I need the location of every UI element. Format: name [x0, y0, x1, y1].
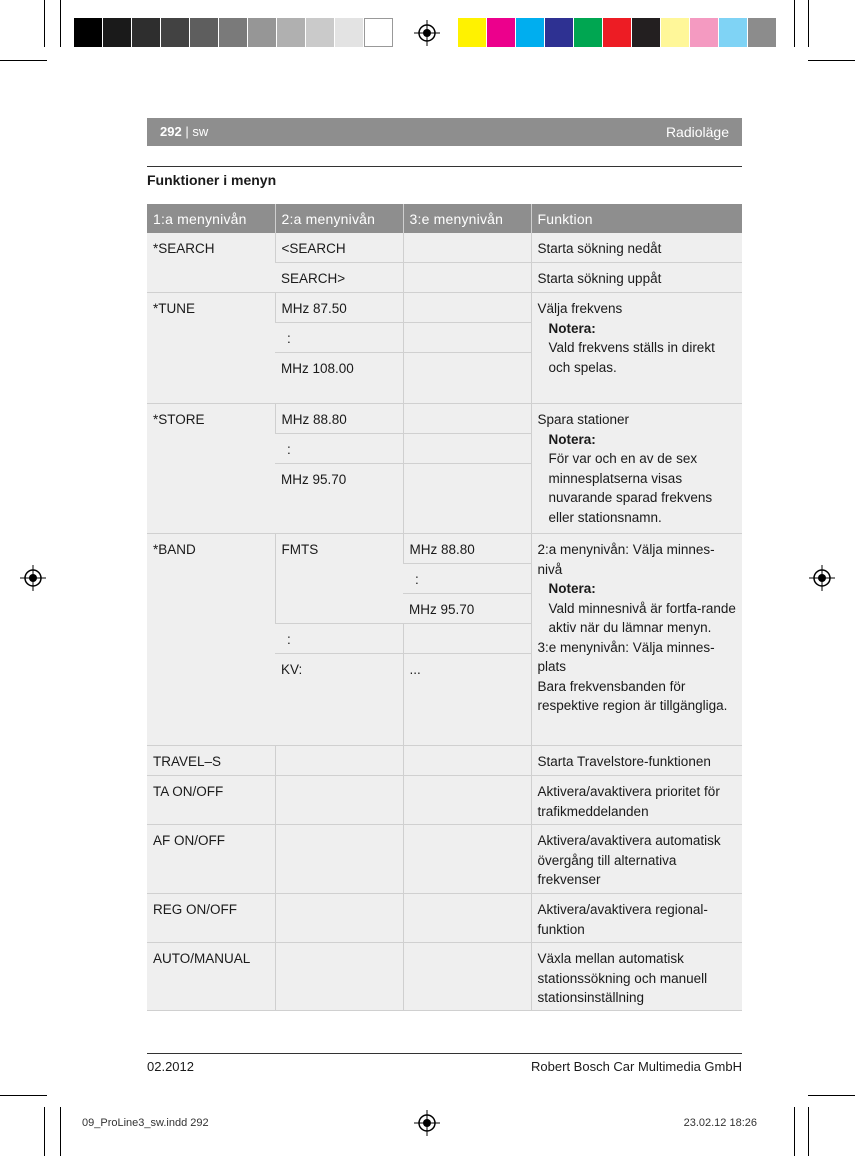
divider: [147, 1053, 742, 1054]
color-swatch: [219, 18, 248, 47]
table-cell: AUTO/MANUAL: [147, 943, 275, 1011]
table-row: [147, 825, 742, 894]
table-cell: [403, 776, 531, 825]
color-swatch: [103, 18, 132, 47]
slug-timestamp: 23.02.12 18:26: [683, 1117, 757, 1129]
table-cell: [403, 825, 531, 894]
table-cell: [403, 464, 531, 534]
slug-filename: 09_ProLine3_sw.indd 292: [82, 1117, 209, 1129]
table-row: [147, 233, 742, 263]
table-cell: [403, 434, 531, 464]
table-row: [147, 293, 742, 323]
color-swatch-bar: [458, 18, 777, 47]
table-cell: [275, 746, 403, 776]
crop-mark: [60, 0, 61, 47]
crop-mark: [808, 1095, 855, 1096]
note-text: Vald minnesnivå är fortfa-rande aktiv när du lämnar menyn.: [548, 600, 736, 635]
crop-mark: [794, 0, 795, 47]
crop-mark: [60, 1107, 61, 1156]
color-swatch: [306, 18, 335, 47]
table-cell: [403, 353, 531, 404]
color-swatch: [277, 18, 306, 47]
table-cell: MHz 87.50: [275, 293, 403, 323]
color-swatch: [335, 18, 364, 47]
table-cell: Växla mellan automatisk stationssökning och manuell stationsinställning: [531, 943, 742, 1011]
note-label: Notera:: [548, 581, 596, 596]
registration-mark-icon: [809, 565, 835, 591]
registration-mark-icon: [414, 1110, 440, 1136]
page-number: 292 | sw: [160, 124, 209, 139]
table-cell: [531, 293, 742, 404]
function-text: 2:a menynivån: Välja minnes-nivå: [537, 542, 715, 577]
table-cell: [275, 825, 403, 894]
color-swatch: [516, 18, 545, 47]
note-text: Vald frekvens ställs in direkt och spelas.: [548, 340, 715, 375]
page-header: [147, 118, 742, 146]
table-cell: Aktivera/avaktivera regional-funktion: [531, 894, 742, 943]
color-swatch: [458, 18, 487, 47]
table-cell: MHz 88.80: [403, 534, 531, 564]
color-swatch: [690, 18, 719, 47]
function-text: Bara frekvensbanden för respektive region är tillgängliga.: [537, 678, 728, 713]
registration-mark-icon: [20, 565, 46, 591]
color-swatch: [574, 18, 603, 47]
color-swatch: [632, 18, 661, 47]
column-header: Funktion: [531, 204, 742, 233]
table-cell: [403, 323, 531, 353]
table-cell: TRAVEL–S: [147, 746, 275, 776]
color-swatch: [719, 18, 748, 47]
ellipsis-colon: :: [287, 442, 291, 457]
color-swatch: [74, 18, 103, 47]
table-row: [147, 894, 742, 943]
footer-date: 02.2012: [147, 1059, 194, 1074]
color-swatch: [603, 18, 632, 47]
table-row: [147, 746, 742, 776]
table-cell: *STORE: [147, 404, 275, 534]
section-title: Radioläge: [665, 124, 729, 140]
language-code: sw: [192, 124, 209, 139]
table-cell: MHz 108.00: [275, 353, 403, 404]
table-cell: *SEARCH: [147, 233, 275, 293]
table-row: [147, 404, 742, 434]
table-cell: Starta sökning uppåt: [531, 263, 742, 293]
table-cell: Aktivera/avaktivera prioritet för trafikmeddelanden: [531, 776, 742, 825]
color-swatch: [545, 18, 574, 47]
table-cell: [403, 624, 531, 654]
table-cell: FMTS: [275, 534, 403, 624]
footer-company: Robert Bosch Car Multimedia GmbH: [531, 1059, 742, 1074]
table-cell: [403, 943, 531, 1011]
color-swatch: [190, 18, 219, 47]
table-cell: [403, 404, 531, 434]
note-label: Notera:: [548, 320, 596, 336]
table-cell: [403, 233, 531, 263]
table-cell: [275, 323, 403, 353]
crop-mark: [0, 1095, 47, 1096]
table-cell: MHz 88.80: [275, 404, 403, 434]
table-cell: TA ON/OFF: [147, 776, 275, 825]
crop-mark: [0, 60, 47, 61]
table-cell: [403, 263, 531, 293]
note-text: För var och en av de sex minnesplatserna visas nuvarande sparad frekvens eller stationsnamn.: [548, 451, 713, 525]
color-swatch: [364, 18, 393, 47]
color-swatch: [487, 18, 516, 47]
table-cell: [403, 293, 531, 323]
color-swatch: [132, 18, 161, 47]
menu-functions-table: [147, 204, 742, 1011]
note-label: Notera:: [548, 431, 596, 447]
crop-mark: [808, 1107, 809, 1156]
table-cell: KV:: [275, 654, 403, 746]
function-text: Välja frekvens: [537, 301, 623, 316]
table-cell: Starta Travelstore-funktionen: [531, 746, 742, 776]
table-header-row: [147, 204, 742, 233]
table-cell: SEARCH>: [275, 263, 403, 293]
table-cell: Aktivera/avaktivera automatisk övergång till alternativa frekvenser: [531, 825, 742, 894]
column-header: 1:a menynivån: [147, 204, 275, 233]
table-cell: [403, 894, 531, 943]
table-cell: [275, 776, 403, 825]
table-row: [147, 943, 742, 1011]
column-header: 3:e menynivån: [403, 204, 531, 233]
registration-mark-icon: [414, 20, 440, 46]
table-cell: MHz 95.70: [275, 464, 403, 534]
table-cell: [275, 434, 403, 464]
grayscale-swatch-bar: [74, 18, 393, 47]
page-title: Funktioner i menyn: [147, 172, 277, 188]
table-cell: <SEARCH: [275, 233, 403, 263]
table-cell: MHz 95.70: [403, 594, 531, 624]
ellipsis-colon: :: [287, 632, 291, 647]
table-cell: [275, 894, 403, 943]
table-cell: AF ON/OFF: [147, 825, 275, 894]
table-cell: [275, 624, 403, 654]
table-cell: ...: [403, 654, 531, 746]
ellipsis-colon: :: [415, 572, 419, 587]
table-cell: *BAND: [147, 534, 275, 746]
ellipsis-colon: :: [287, 331, 291, 346]
crop-mark: [808, 0, 809, 47]
table-row: [147, 776, 742, 825]
color-swatch: [161, 18, 190, 47]
table-row: [147, 534, 742, 564]
column-header: 2:a menynivån: [275, 204, 403, 233]
table-cell: Starta sökning nedåt: [531, 233, 742, 263]
crop-mark: [794, 1107, 795, 1156]
color-swatch: [248, 18, 277, 47]
function-text: 3:e menynivån: Välja minnes-plats: [537, 639, 715, 674]
table-cell: *TUNE: [147, 293, 275, 404]
color-swatch: [661, 18, 690, 47]
table-cell: [531, 534, 742, 746]
table-cell: [403, 564, 531, 594]
table-cell: REG ON/OFF: [147, 894, 275, 943]
table-cell: [275, 943, 403, 1011]
crop-mark: [44, 1107, 45, 1156]
crop-mark: [44, 0, 45, 47]
function-text: Spara stationer: [537, 412, 630, 427]
crop-mark: [808, 60, 855, 61]
color-swatch: [748, 18, 777, 47]
table-cell: [531, 404, 742, 534]
table-cell: [403, 746, 531, 776]
divider: [147, 166, 742, 167]
